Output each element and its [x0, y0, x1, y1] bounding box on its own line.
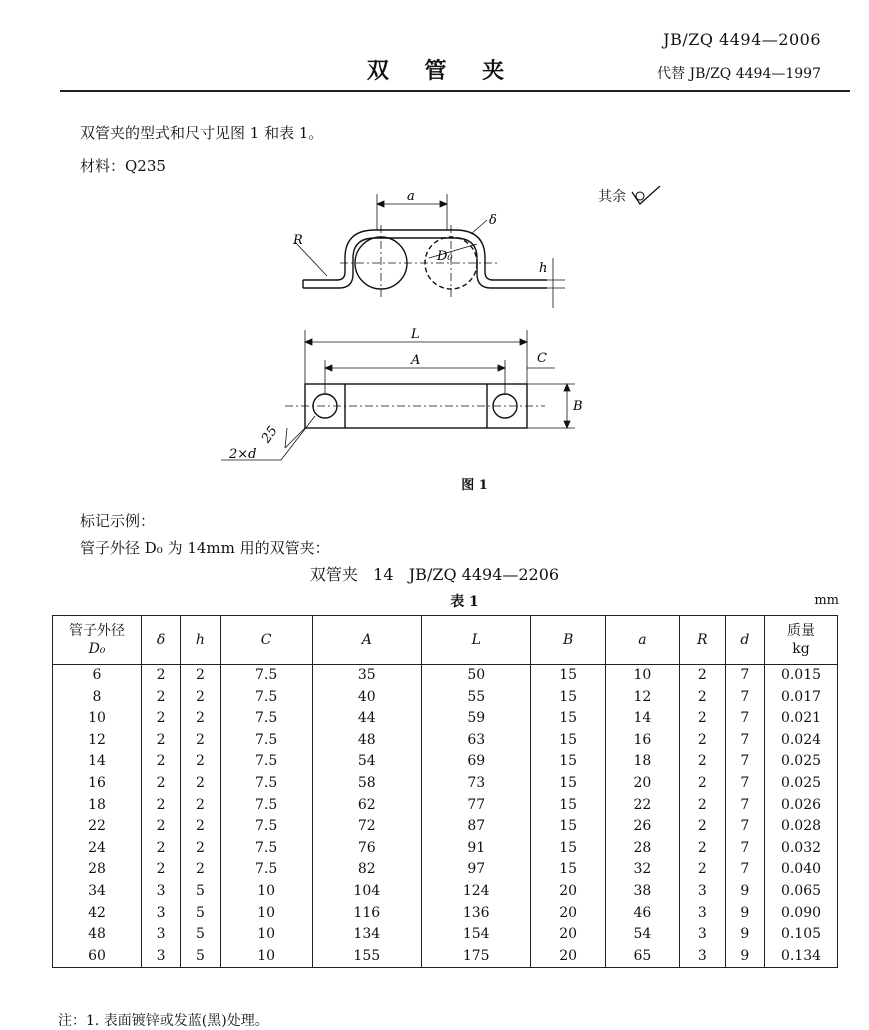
table-cell: 134	[312, 924, 421, 946]
table-cell: 7	[725, 708, 764, 730]
marking-title: 标记示例：	[80, 512, 156, 530]
figure-caption: 图 1	[461, 478, 488, 493]
table-cell: 48	[53, 924, 142, 946]
table-cell: 7	[725, 816, 764, 838]
clamp-side-view	[303, 230, 547, 289]
table-cell: 10	[220, 881, 312, 903]
table-cell: 3	[680, 903, 726, 925]
table-cell: 8	[53, 687, 142, 709]
table-cell: 42	[53, 903, 142, 925]
table-cell: 2	[181, 773, 221, 795]
table-cell: 44	[312, 708, 421, 730]
replaces-standard: 代替 JB/ZQ 4494—1997	[657, 66, 821, 82]
side-view-dimensions	[295, 194, 565, 308]
table-cell: 63	[422, 730, 531, 752]
table-cell: 7.5	[220, 859, 312, 881]
material-line: 材料：Q235	[80, 157, 166, 175]
table-cell: 2	[142, 751, 181, 773]
table-row	[53, 708, 838, 730]
table-cell: 20	[531, 924, 605, 946]
header-c: C	[220, 616, 312, 665]
header-mass-line2: kg	[792, 641, 810, 657]
table-cell: 72	[312, 816, 421, 838]
table-cell: 3	[142, 881, 181, 903]
table-cell: 5	[181, 881, 221, 903]
table-cell: 15	[531, 751, 605, 773]
table-cell: 2	[680, 730, 726, 752]
table-row	[53, 903, 838, 925]
table-cell: 7.5	[220, 730, 312, 752]
table-cell: 10	[220, 903, 312, 925]
table-cell: 0.025	[765, 773, 838, 795]
dim-label-delta: δ	[489, 213, 497, 228]
table-cell: 2	[680, 708, 726, 730]
table-cell: 0.021	[765, 708, 838, 730]
table-cell: 38	[605, 881, 679, 903]
table-cell: 3	[680, 924, 726, 946]
dim-label-l: L	[411, 327, 420, 342]
standard-number: JB/ZQ 4494—2006	[663, 30, 821, 49]
table-cell: 9	[725, 924, 764, 946]
intro-line: 双管夹的型式和尺寸见图 1 和表 1。	[80, 124, 324, 142]
table-cell: 2	[680, 773, 726, 795]
table-cell: 20	[605, 773, 679, 795]
table-cell: 12	[53, 730, 142, 752]
table-body	[53, 665, 838, 968]
table-cell: 5	[181, 946, 221, 968]
table-cell: 2	[142, 708, 181, 730]
table-cell: 16	[605, 730, 679, 752]
table-cell: 0.065	[765, 881, 838, 903]
table-cell: 2	[680, 816, 726, 838]
dim-label-h: h	[539, 261, 548, 276]
table-cell: 77	[422, 795, 531, 817]
table-cell: 20	[531, 946, 605, 968]
table-cell: 0.040	[765, 859, 838, 881]
header-rule	[60, 90, 850, 92]
table-cell: 24	[53, 838, 142, 860]
table-cell: 9	[725, 903, 764, 925]
table-cell: 7	[725, 751, 764, 773]
table-unit: mm	[814, 593, 839, 608]
table-cell: 7	[725, 773, 764, 795]
table-cell: 2	[680, 687, 726, 709]
table-cell: 175	[422, 946, 531, 968]
table-cell: 55	[422, 687, 531, 709]
table-row	[53, 751, 838, 773]
header-b: B	[531, 616, 605, 665]
table-cell: 2	[142, 859, 181, 881]
table-row	[53, 924, 838, 946]
figure-1-drawing	[215, 180, 595, 470]
table-cell: 7.5	[220, 838, 312, 860]
table-cell: 2	[181, 665, 221, 687]
table-cell: 28	[605, 838, 679, 860]
surface-roughness-note	[598, 186, 662, 208]
table-cell: 97	[422, 859, 531, 881]
table-cell: 9	[725, 881, 764, 903]
table-cell: 28	[53, 859, 142, 881]
table-cell: 18	[53, 795, 142, 817]
table-cell: 59	[422, 708, 531, 730]
table-cell: 9	[725, 946, 764, 968]
table-cell: 2	[181, 751, 221, 773]
header-d: d	[725, 616, 764, 665]
table-cell: 15	[531, 859, 605, 881]
header-d0	[53, 616, 142, 665]
table-cell: 15	[531, 773, 605, 795]
table-cell: 14	[605, 708, 679, 730]
table-cell: 0.024	[765, 730, 838, 752]
table-row	[53, 816, 838, 838]
table-cell: 0.025	[765, 751, 838, 773]
table-cell: 32	[605, 859, 679, 881]
table-cell: 15	[531, 816, 605, 838]
table-cell: 7.5	[220, 708, 312, 730]
table-cell: 2	[142, 838, 181, 860]
table-cell: 7.5	[220, 687, 312, 709]
table-cell: 54	[605, 924, 679, 946]
table-cell: 20	[531, 881, 605, 903]
table-cell: 12	[605, 687, 679, 709]
header-a-upper: A	[312, 616, 421, 665]
page-title: 双 管 夹	[366, 58, 519, 84]
table-cell: 7.5	[220, 773, 312, 795]
table-cell: 58	[312, 773, 421, 795]
header-r: R	[680, 616, 726, 665]
table-cell: 2	[181, 795, 221, 817]
table-cell: 2	[181, 687, 221, 709]
table-cell: 7.5	[220, 751, 312, 773]
table-row	[53, 946, 838, 968]
table-row	[53, 859, 838, 881]
table-cell: 104	[312, 881, 421, 903]
table-row	[53, 665, 838, 687]
table-cell: 15	[531, 730, 605, 752]
table-cell: 2	[680, 751, 726, 773]
table-cell: 7.5	[220, 795, 312, 817]
table-cell: 3	[142, 946, 181, 968]
table-cell: 69	[422, 751, 531, 773]
table-cell: 2	[181, 859, 221, 881]
table-cell: 15	[531, 665, 605, 687]
table-cell: 73	[422, 773, 531, 795]
table-cell: 0.134	[765, 946, 838, 968]
table-cell: 0.026	[765, 795, 838, 817]
table-cell: 7	[725, 838, 764, 860]
table-cell: 6	[53, 665, 142, 687]
table-cell: 7.5	[220, 665, 312, 687]
table-cell: 82	[312, 859, 421, 881]
table-cell: 2	[142, 795, 181, 817]
marking-description: 管子外径 D₀ 为 14mm 用的双管夹：	[80, 539, 330, 557]
table-cell: 2	[181, 816, 221, 838]
header-delta: δ	[142, 616, 181, 665]
table-row	[53, 881, 838, 903]
table-cell: 15	[531, 838, 605, 860]
table-cell: 2	[181, 730, 221, 752]
table-cell: 7	[725, 687, 764, 709]
table-cell: 7	[725, 665, 764, 687]
dim-label-b: B	[573, 399, 583, 414]
header-l: L	[422, 616, 531, 665]
table-cell: 2	[680, 795, 726, 817]
table-cell: 15	[531, 687, 605, 709]
table-cell: 87	[422, 816, 531, 838]
table-cell: 10	[220, 946, 312, 968]
table-cell: 154	[422, 924, 531, 946]
dim-label-a-upper: A	[411, 353, 421, 368]
table-cell: 7.5	[220, 816, 312, 838]
table-cell: 3	[680, 946, 726, 968]
table-cell: 48	[312, 730, 421, 752]
table-cell: 7	[725, 730, 764, 752]
table-cell: 2	[680, 859, 726, 881]
table-cell: 26	[605, 816, 679, 838]
table-cell: 50	[422, 665, 531, 687]
header-mass-line1: 质量	[787, 623, 815, 639]
header-mass	[765, 616, 838, 665]
table-row	[53, 730, 838, 752]
table-cell: 15	[531, 795, 605, 817]
table-note: 注：1. 表面镀锌或发蓝(黑)处理。	[58, 1013, 269, 1029]
table-cell: 124	[422, 881, 531, 903]
table-cell: 2	[680, 665, 726, 687]
table-cell: 22	[605, 795, 679, 817]
table-cell: 136	[422, 903, 531, 925]
table-cell: 91	[422, 838, 531, 860]
table-cell: 2	[142, 687, 181, 709]
table-cell: 15	[531, 708, 605, 730]
dimensions-table	[52, 615, 838, 968]
table-cell: 14	[53, 751, 142, 773]
table-cell: 65	[605, 946, 679, 968]
table-cell: 0.015	[765, 665, 838, 687]
table-cell: 60	[53, 946, 142, 968]
table-cell: 46	[605, 903, 679, 925]
table-cell: 76	[312, 838, 421, 860]
table-cell: 116	[312, 903, 421, 925]
table-cell: 2	[181, 838, 221, 860]
table-cell: 16	[53, 773, 142, 795]
table-row	[53, 838, 838, 860]
dim-label-r: R	[293, 233, 303, 248]
table-cell: 35	[312, 665, 421, 687]
table-cell: 7	[725, 859, 764, 881]
table-cell: 20	[531, 903, 605, 925]
dim-label-angle: 25	[258, 423, 281, 446]
table-cell: 0.028	[765, 816, 838, 838]
marking-example: 双管夹 14 JB/ZQ 4494—2206	[309, 565, 560, 584]
dim-label-d0: D₀	[437, 249, 453, 264]
table-cell: 34	[53, 881, 142, 903]
table-cell: 18	[605, 751, 679, 773]
table-cell: 62	[312, 795, 421, 817]
table-cell: 3	[142, 903, 181, 925]
surface-note-label: 其余	[598, 189, 626, 205]
table-header-row	[53, 616, 838, 665]
table-cell: 0.105	[765, 924, 838, 946]
table-cell: 155	[312, 946, 421, 968]
dim-label-holes: 2×d	[229, 447, 257, 462]
table-cell: 0.032	[765, 838, 838, 860]
table-cell: 40	[312, 687, 421, 709]
table-cell: 2	[181, 708, 221, 730]
table-cell: 2	[680, 838, 726, 860]
table-cell: 2	[142, 665, 181, 687]
header-a: a	[605, 616, 679, 665]
table-cell: 0.017	[765, 687, 838, 709]
table-cell: 3	[142, 924, 181, 946]
header-d0-line1: 管子外径	[69, 623, 125, 639]
table-row	[53, 687, 838, 709]
header-d0-line2: D₀	[88, 641, 106, 657]
table-row	[53, 773, 838, 795]
table-caption: 表 1	[450, 594, 479, 610]
dim-label-c: C	[537, 351, 547, 366]
table-cell: 10	[605, 665, 679, 687]
table-cell: 7	[725, 795, 764, 817]
table-cell: 5	[181, 903, 221, 925]
table-cell: 3	[680, 881, 726, 903]
roughness-symbol-icon	[630, 186, 662, 208]
table-cell: 0.090	[765, 903, 838, 925]
table-row	[53, 795, 838, 817]
table-cell: 5	[181, 924, 221, 946]
table-cell: 22	[53, 816, 142, 838]
table-cell: 2	[142, 773, 181, 795]
table-cell: 10	[220, 924, 312, 946]
table-cell: 10	[53, 708, 142, 730]
dim-label-a: a	[407, 189, 415, 204]
table-cell: 54	[312, 751, 421, 773]
table-cell: 2	[142, 730, 181, 752]
header-h: h	[181, 616, 221, 665]
table-cell: 2	[142, 816, 181, 838]
